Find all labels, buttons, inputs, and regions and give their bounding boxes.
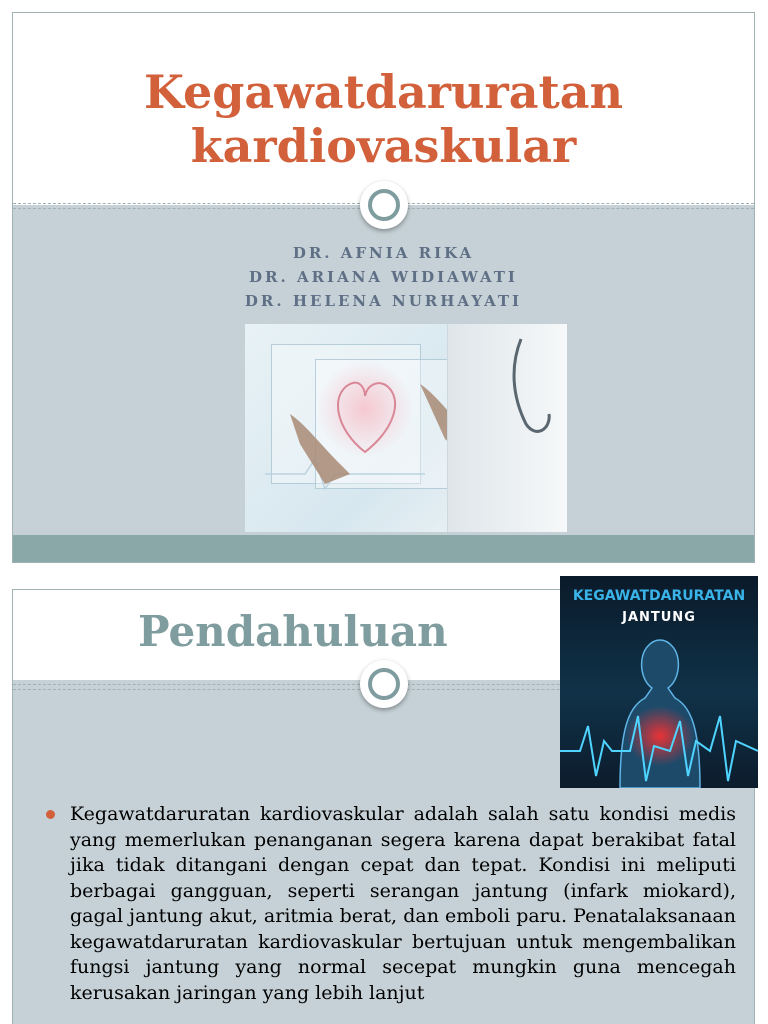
human-heart-ecg-icon [560, 576, 758, 788]
author-name: DR. HELENA NURHAYATI [244, 292, 523, 310]
ring-ornament-icon [360, 660, 408, 708]
bullet-item [46, 802, 736, 1006]
bullet-text: Kegawatdaruratan kardiovaskular adalah salah satu kondisi medis yang memerlukan penanganan segera karena dapat berakibat fatal jika tidak ditangani dengan cepat dan tepat. Kondisi ini meliputi berbagai gangguan, seperti serangan jantung (infark miokard), gagal jantung akut, aritmia berat, dan emboli paru. Penatalaksanaan kegawatdaruratan kardiovaskular bertujuan untuk mengembalikan fungsi jantung yang normal secepat mungkin guna mencegah kerusakan jaringan yang lebih lanjut [70, 803, 736, 1004]
slide-title-line-2: kardiovaskular [190, 119, 577, 173]
book-cover-image [560, 576, 758, 788]
author-list [13, 241, 754, 313]
author-name: DR. AFNIA RIKA [292, 244, 475, 262]
title-slide [12, 12, 755, 563]
slide-title-line-1: Kegawatdaruratan [143, 65, 624, 119]
author-name: DR. ARIANA WIDIAWATI [249, 268, 518, 286]
cover-title: KEGAWATDARURATAN [572, 588, 746, 604]
doctor-heart-hologram-image [245, 324, 567, 532]
ring-ornament-icon [360, 181, 408, 229]
bullet-dot-icon [46, 810, 55, 819]
stethoscope-icon [481, 334, 561, 454]
slide-title [13, 65, 754, 173]
section-title: Pendahuluan [138, 607, 448, 656]
cover-subtitle: JANTUNG [622, 610, 696, 625]
footer-bar [13, 535, 754, 562]
title-area [13, 13, 754, 205]
